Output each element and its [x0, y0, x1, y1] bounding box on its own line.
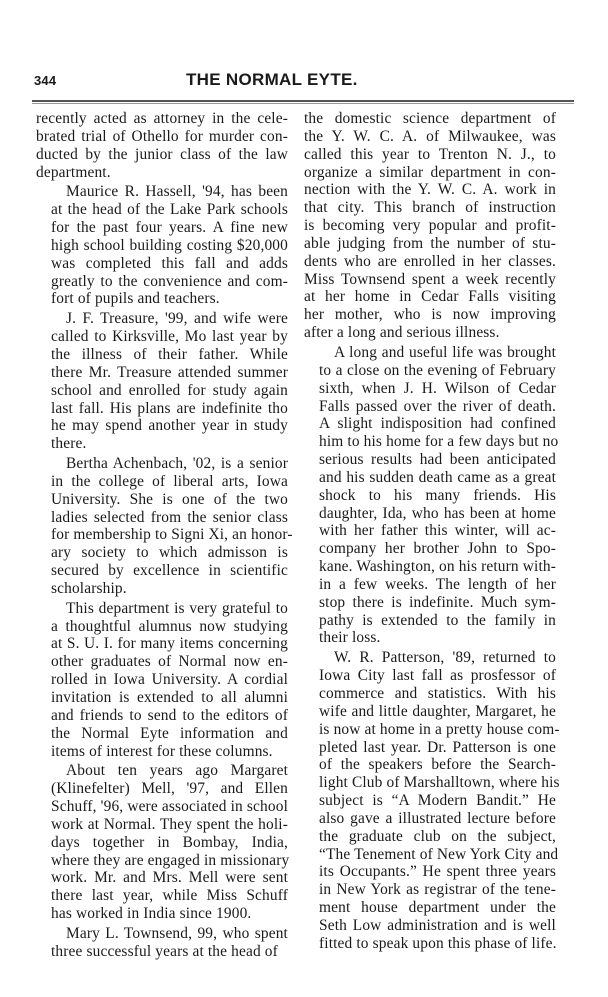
text-line: where they are engaged in missionary	[51, 851, 290, 869]
text-line: A slight indisposition had confined	[319, 415, 556, 433]
text-line: invitation is extended to all alumni	[51, 689, 288, 706]
text-line: “The Tenement of New York City and	[319, 845, 559, 863]
text-line: ducted by the junior class of the law	[36, 145, 288, 163]
text-line: for membership to Signi Xi, an honor-	[51, 526, 293, 544]
right-column	[304, 110, 560, 953]
text-line: commerce and statistics. With his	[319, 685, 556, 702]
paragraph	[36, 925, 288, 961]
text-line: brated trial of Othello for murder con-	[36, 127, 288, 145]
text-line: rolled in Iowa University. A cordial	[51, 671, 288, 689]
text-line: fort of pupils and teachers.	[51, 290, 220, 308]
text-line: scholarship.	[51, 579, 127, 597]
text-line: and his sudden death came as a great	[319, 468, 556, 486]
running-title: THE NORMAL EYTE.	[186, 70, 358, 89]
text-line: in a few weeks. The length of her	[319, 575, 556, 593]
paragraph	[36, 310, 288, 453]
text-line: in New York as registrar of the tene-	[319, 881, 556, 899]
text-line: items of interest for these columns.	[51, 742, 273, 760]
text-line: called this year to Trenton N. J., to	[304, 145, 556, 163]
continued-paragraph	[304, 110, 556, 342]
paragraph	[36, 455, 293, 598]
text-line: her mother, who is now improving	[304, 306, 556, 324]
text-line: Schuff, '96, were associated in school	[51, 798, 288, 816]
text-line: to a close on the evening of February	[319, 361, 556, 379]
text-line: A long and useful life was brought	[334, 343, 556, 361]
text-line: recently acted as attorney in the cele-	[36, 110, 288, 127]
text-line: pleted last year. Dr. Patterson is one	[319, 738, 556, 756]
text-line: three successful years at the head of	[51, 942, 278, 960]
text-line: there Mr. Treasure attended summer	[51, 363, 288, 381]
text-line: light Club of Marshalltown, where his	[319, 774, 560, 792]
text-line: that city. This branch of instruction	[304, 199, 556, 217]
text-line: their loss.	[319, 629, 381, 647]
text-line: About ten years ago Margaret	[66, 762, 288, 780]
text-line: in the college of liberal arts, Iowa	[51, 472, 288, 490]
text-line: Iowa City last fall as prosfessor of	[319, 667, 556, 685]
text-line: stop there is indefinite. Much sym-	[319, 593, 556, 611]
text-line: nection with the Y. W. C. A. work in	[304, 181, 556, 199]
text-line: high school building costing $20,000	[51, 236, 288, 254]
text-line: wife and little daughter, Margaret, he	[319, 702, 556, 720]
paragraph	[304, 343, 559, 647]
text-line: ment house department under the	[319, 899, 556, 917]
continued-paragraph	[36, 110, 288, 181]
text-line: last fall. His plans are indefinite tho	[51, 399, 288, 417]
text-line: subject is “A Modern Bandit.” He	[319, 792, 556, 810]
paragraph	[36, 762, 288, 923]
page-number: 344	[34, 73, 57, 88]
text-line: has worked in India since 1900.	[51, 905, 252, 923]
text-line: the graduate club on the subject,	[319, 827, 556, 845]
text-line: (Klinefelter) Mell, '97, and Ellen	[51, 780, 288, 798]
text-line: Seth Low administration and is well	[319, 916, 556, 934]
text-line: organize a similar department in con-	[304, 163, 556, 181]
text-line: is now at home in a pretty house com-	[319, 720, 560, 738]
text-line: of the speakers before the Search-	[319, 756, 556, 774]
text-line: days together in Bombay, India,	[51, 833, 288, 851]
text-line: the illness of their father. While	[51, 345, 288, 363]
text-line: work at Normal. They spent the holi-	[51, 815, 288, 833]
text-line: Maurice R. Hassell, '94, has been	[66, 183, 288, 201]
text-line: department.	[36, 163, 111, 181]
text-line: ary society to which admisson is	[51, 544, 288, 562]
text-line: with her father this winter, will ac-	[319, 522, 556, 540]
text-line: is becoming very popular and profit-	[304, 217, 556, 235]
text-line: also gave a illustrated lecture before	[319, 809, 556, 827]
text-line: pathy is extended to the family in	[319, 611, 556, 629]
text-line: Mary L. Townsend, 99, who spent	[66, 924, 288, 942]
text-line: daughter, Ida, who has been at home	[319, 504, 556, 522]
text-line: its Occupants.” He spent three years	[319, 863, 556, 881]
text-line: company her brother John to Spo-	[319, 540, 556, 558]
text-line: Falls passed over the river of death.	[319, 397, 556, 415]
paragraph	[36, 600, 288, 761]
text-line: there last year, while Miss Schuff	[51, 887, 288, 905]
text-line: ladies selected from the senior class	[51, 508, 288, 526]
text-line: at the head of the Lake Park schools	[51, 201, 288, 219]
text-line: a thoughtful alumnus now studying	[51, 617, 288, 635]
text-line: other graduates of Normal now en-	[51, 653, 288, 671]
text-line: at S. U. I. for many items concerning	[51, 635, 288, 653]
text-line: serious results had been anticipated	[319, 451, 556, 469]
paragraph	[304, 649, 560, 952]
text-line: greatly to the convenience and com-	[51, 272, 288, 290]
text-line: able judging from the number of stu-	[304, 234, 556, 252]
text-line: the Normal Eyte information and	[51, 724, 288, 742]
text-line: dents who are enrolled in her classes.	[304, 252, 556, 270]
text-line: secured by excellence in scientific	[51, 562, 288, 580]
text-line: fitted to speak upon this phase of life.	[319, 934, 557, 952]
text-line: work. Mr. and Mrs. Mell were sent	[51, 869, 288, 887]
header-rule	[32, 100, 574, 104]
text-line: for the past four years. A fine new	[51, 219, 288, 237]
text-line: school and enrolled for study again	[51, 381, 288, 399]
paragraph	[36, 183, 288, 308]
text-line: there.	[51, 435, 87, 453]
text-line: and friends to send to the editors of	[51, 706, 288, 724]
text-line: called to Kirksville, Mo last year by	[51, 328, 288, 346]
text-line: was completed this fall and adds	[51, 254, 288, 272]
text-line: sixth, when J. H. Wilson of Cedar	[319, 379, 556, 397]
text-line: Bertha Achenbach, '02, is a senior	[66, 455, 288, 473]
text-line: W. R. Patterson, '89, returned to	[334, 649, 556, 667]
text-line: the Y. W. C. A. of Milwaukee, was	[304, 127, 556, 145]
text-line: the domestic science department of	[304, 110, 556, 127]
text-line: he may spend another year in study	[51, 417, 288, 435]
text-line: J. F. Treasure, '99, and wife were	[66, 310, 288, 328]
text-line: University. She is one of the two	[51, 490, 288, 508]
text-line: at her home in Cedar Falls visiting	[304, 288, 556, 306]
text-line: shock to his many friends. His	[319, 486, 556, 504]
text-line: kane. Washington, on his return with-	[319, 558, 556, 576]
text-line: after a long and serious illness.	[304, 324, 500, 342]
text-line: Miss Townsend spent a week recently	[304, 270, 556, 288]
left-column	[36, 110, 293, 961]
text-line: This department is very grateful to	[66, 599, 288, 617]
text-line: him to his home for a few days but no	[319, 433, 559, 451]
